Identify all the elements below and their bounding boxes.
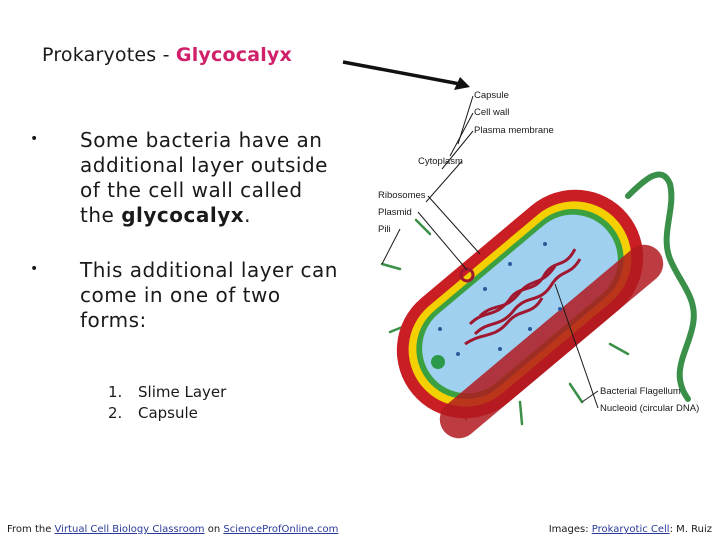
footer-mid: on — [204, 524, 224, 535]
bullet-item — [30, 258, 350, 333]
title-accent: Glycocalyx — [175, 44, 292, 66]
label-capsule: Capsule — [474, 90, 509, 101]
bullet-text-bold: glycocalyx — [121, 203, 245, 227]
footer-prefix: From the — [7, 524, 55, 535]
bullet-item — [30, 128, 350, 228]
virtual-cell-link[interactable]: Virtual Cell Biology Classroom — [54, 524, 205, 535]
label-cytoplasm: Cytoplasm — [418, 156, 463, 167]
bullet-dot: • — [30, 261, 39, 277]
bullet-text — [80, 128, 342, 228]
sub-list-number: 2. — [108, 404, 123, 422]
bullet-text-suffix: . — [244, 203, 251, 227]
sub-list — [108, 382, 226, 424]
prokaryotic-cell-diagram — [370, 84, 715, 449]
sub-list-item — [108, 382, 226, 403]
sub-list-label: Slime Layer — [138, 383, 227, 401]
label-nucleoid: Nucleoid (circular DNA) — [600, 403, 700, 414]
bullet-list — [30, 128, 350, 363]
granule — [431, 355, 445, 369]
sub-list-number: 1. — [108, 383, 123, 401]
sub-list-item — [108, 403, 226, 424]
footer-credit — [7, 524, 338, 535]
sub-list-label: Capsule — [138, 404, 198, 422]
bullet-text-main: Some bacteria have an additional layer outside of the cell wall called the — [80, 128, 328, 227]
slide-title — [42, 44, 292, 66]
label-plasma-membrane: Plasma membrane — [474, 125, 554, 136]
label-plasmid: Plasmid — [378, 207, 412, 218]
label-ribosomes: Ribosomes — [378, 190, 426, 201]
scienceprof-link[interactable]: ScienceProfOnline.com — [223, 524, 339, 535]
bullet-text: This additional layer can come in one of two forms: — [80, 258, 338, 332]
image-credit-suffix: : M. Ruiz — [669, 524, 712, 535]
image-credit — [549, 524, 712, 535]
prokaryotic-cell-link[interactable]: Prokaryotic Cell — [591, 524, 670, 535]
label-pili: Pili — [378, 224, 391, 235]
image-credit-prefix: Images: — [548, 524, 592, 535]
label-flagellum: Bacterial Flagellum — [600, 386, 681, 397]
title-prefix: Prokaryotes - — [42, 44, 176, 66]
bullet-dot: • — [30, 131, 39, 147]
label-cell-wall: Cell wall — [474, 107, 510, 118]
